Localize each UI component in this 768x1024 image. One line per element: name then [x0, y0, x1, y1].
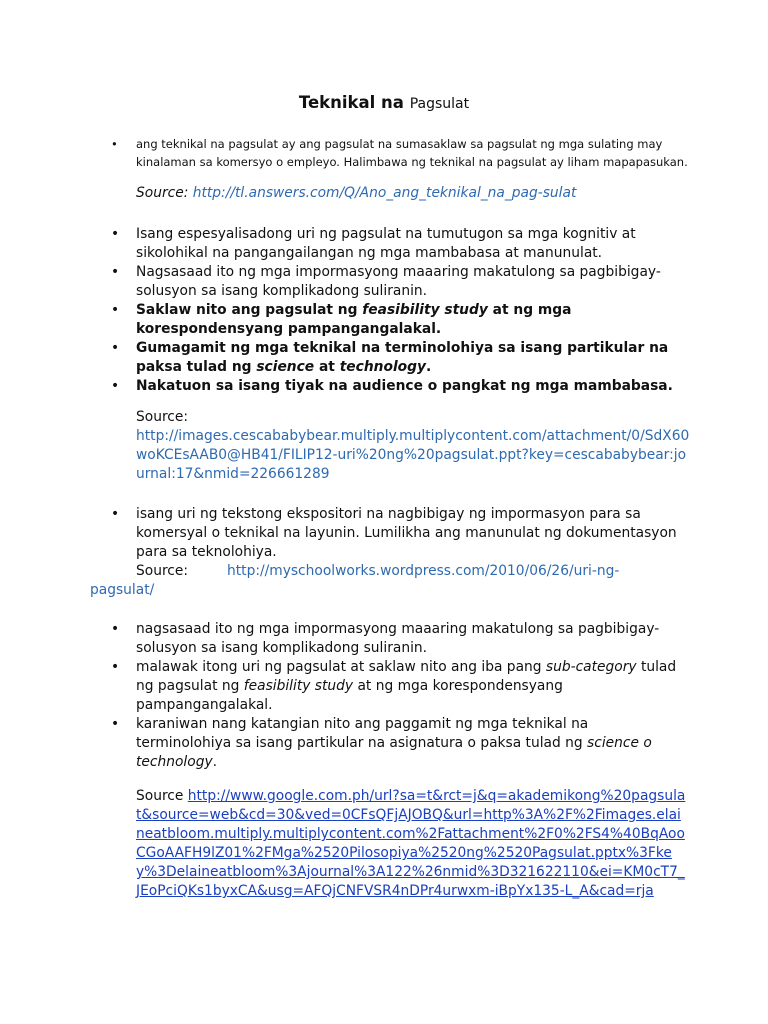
section-1 — [111, 136, 711, 171]
bullet-text-italic: science o technology — [136, 735, 652, 770]
bullet-text: isang uri ng tekstong ekspositori na nagbibigay ng impormasyon para sa komersyal o teknikal na layunin. Lumilikha ang manunulat ng dokumentasyon para sa teknolohiya. — [136, 506, 677, 560]
page-title — [0, 93, 768, 112]
bullet-text: Isang espesyalisadong uri ng pagsulat na tumutugon sa mga kognitiv at sikolohikal na pangangailangan ng mga mambabasa at manunulat. — [136, 226, 636, 261]
title-main: Teknikal na — [298, 93, 404, 112]
list-item — [111, 225, 686, 263]
bullet-text-mid: at — [314, 359, 340, 375]
bullet-text-pre: Saklaw nito ang pagsulat ng — [136, 302, 363, 318]
source-link-4[interactable]: http://www.google.com.ph/url?sa=t&rct=j&q=akademikong%20pagsulat&source=web&cd=30&ved=0CFsQFjAJOBQ&url=http%3A%2F%2Fimages.elaineatbloom.multiply.multiplycontent.com%2Fattachment%2F0%2FS4%40BqAooCGoAAFH9lZ01%2FMga%2520Pilosopiya%2520ng%2520Pagsulat.pptx%3Fkey%3Delaineatbloom%3Ajournal%3A122%26nmid%3D321622110&ei=KM0cT7_JEoPciQKs1byxCA&usg=AFQjCNFVSR4nDPr4urwxm-iBpYx135-L_A&cad=rja — [136, 788, 686, 899]
source-label: Source — [136, 788, 184, 804]
source-link-3a[interactable]: http://myschoolworks.wordpress.com/2010/06/26/uri-ng- — [227, 563, 620, 579]
list-item — [111, 263, 686, 301]
source-label: Source: — [136, 185, 189, 201]
source-line-4 — [136, 787, 686, 901]
bullet-text-italic: feasibility study — [362, 302, 488, 318]
bullet-text-post: at ng mga korespondensyang pampangangalakal. — [136, 302, 572, 337]
bullet-text-italic: sub-category — [545, 659, 637, 675]
list-item — [111, 658, 686, 715]
bullet-text-pre: karaniwan nang katangian nito ang paggamit ng mga teknikal na terminolohiya sa isang partikular na asignatura o paksa tulad ng — [136, 716, 589, 751]
bullet-text: Nakatuon sa isang tiyak na audience o pangkat ng mga mambabasa. — [136, 378, 673, 394]
source-line-1 — [136, 184, 576, 203]
list-item — [111, 136, 711, 171]
bullet-text-pre: Gumagamit ng mga teknikal na terminolohiya sa isang partikular na paksa tulad ng — [136, 340, 669, 375]
bullet-text: ang teknikal na pagsulat ay ang pagsulat na sumasaklaw sa pagsulat ng mga sulating may kinalaman sa komersyo o empleyo. Halimbawa ng teknikal na pagsulat ay liham mapapasukan. — [136, 137, 688, 169]
bullet-text: Nagsasaad ito ng mga impormasyong maaaring makatulong sa pagbibigay-solusyon sa isang komplikadong suliranin. — [136, 264, 661, 299]
bullet-text-mid: tulad ng pagsulat ng — [136, 659, 677, 694]
source-link-1[interactable]: http://tl.answers.com/Q/Ano_ang_teknikal_na_pag-sulat — [192, 185, 577, 201]
list-item — [111, 339, 686, 377]
section-2 — [111, 225, 686, 396]
source-link-3b[interactable]: pagsulat/ — [90, 582, 155, 598]
bullet-text-italic: feasibility study — [243, 678, 354, 694]
bullet-text-post: . — [212, 754, 218, 770]
title-small: Pagsulat — [409, 96, 470, 112]
source-line-2 — [136, 408, 691, 484]
list-item — [111, 620, 686, 658]
list-item — [111, 377, 686, 396]
source-link-2[interactable]: http://images.cescababybear.multiply.multiplycontent.com/attachment/0/SdX60woKCEsAAB0@HB41/FILIP12-uri%20ng%20pagsulat.ppt?key=cescababybear:journal:17&nmid=226661289 — [136, 428, 690, 482]
bullet-text-pre: malawak itong uri ng pagsulat at saklaw nito ang iba pang — [136, 659, 546, 675]
bullet-text-post: . — [426, 359, 432, 375]
bullet-text: nagsasaad ito ng mga impormasyong maaaring makatulong sa pagbibigay-solusyon sa isang komplikadong suliranin. — [136, 621, 660, 656]
list-item — [111, 301, 686, 339]
section-4 — [111, 620, 686, 772]
bullet-text-italic: technology — [339, 359, 427, 375]
source-line-3 — [136, 562, 188, 581]
bullet-text-italic: science — [256, 359, 315, 375]
list-item — [111, 505, 686, 562]
list-item — [111, 715, 686, 772]
bullet-text-post: at ng mga korespondensyang pampangangalakal. — [136, 678, 563, 713]
source-label: Source: — [136, 563, 189, 579]
source-label: Source: — [136, 409, 189, 425]
section-3 — [111, 505, 686, 562]
